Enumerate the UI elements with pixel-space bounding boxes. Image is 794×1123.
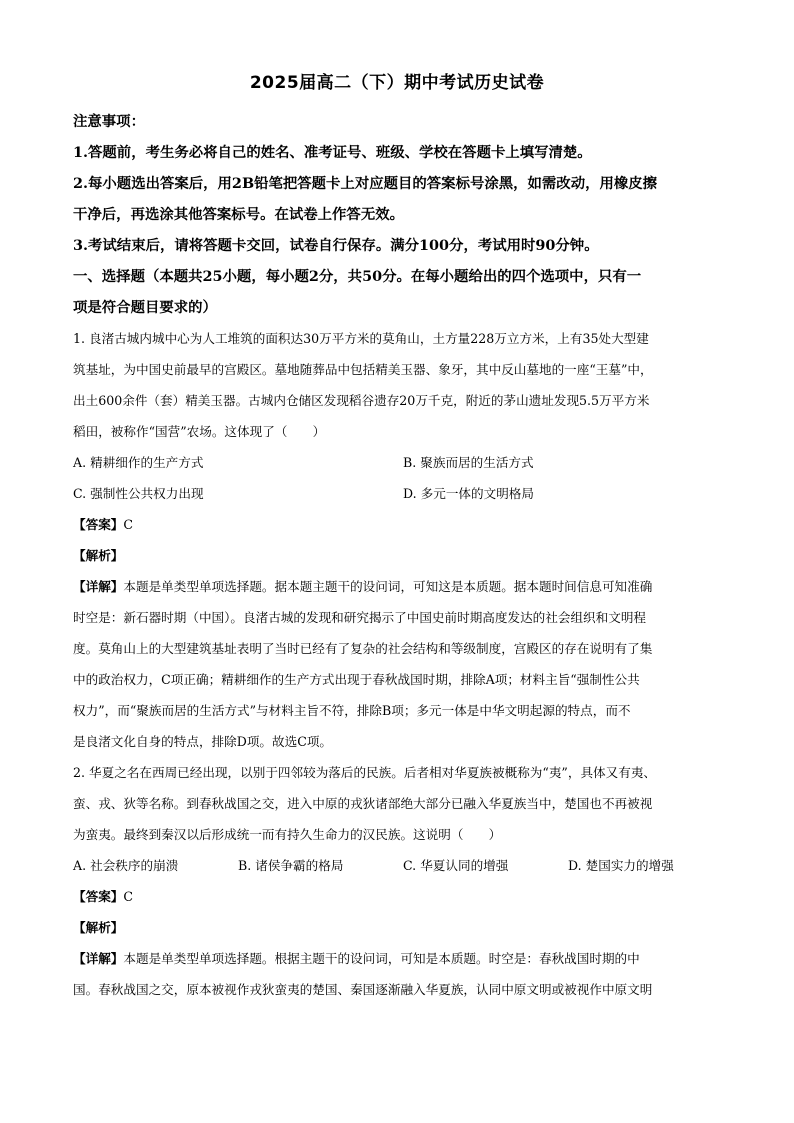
analysis-tag: 【解析】 bbox=[73, 548, 124, 563]
option-d: D. 多元一体的文明格局 bbox=[403, 486, 534, 501]
option-d: D. 楚国实力的增强 bbox=[568, 858, 674, 873]
detail-line: 是良渚文化自身的特点，排除D项。故选C项。 bbox=[73, 734, 333, 749]
notice-heading: 注意事项： bbox=[73, 113, 145, 130]
section-heading: 一、选择题（本题共25小题，每小题2分，共50分。在每小题给出的四个选项中，只有一 bbox=[73, 268, 642, 285]
option-c: C. 强制性公共权力出现 bbox=[73, 486, 204, 501]
notice-line: 1.答题前，考生务必将自己的姓名、准考证号、班级、学校在答题卡上填写清楚。 bbox=[73, 144, 592, 161]
question-2 bbox=[73, 757, 733, 1005]
detail-line: 时空是：新石器时期（中国）。良渚古城的发现和研究揭示了中国史前时期高度发达的社会组织和文明程 bbox=[73, 610, 647, 625]
notice-line: 2.每小题选出答案后，用2B铅笔把答题卡上对应题目的答案标号涂黑，如需改动，用橡皮擦 bbox=[73, 175, 658, 192]
question-text: 2. 华夏之名在西周已经出现，以别于四邻较为落后的民族。后者相对华夏族被概称为“夷”，具体又有夷、 bbox=[73, 765, 657, 780]
question-1 bbox=[73, 323, 733, 757]
answer-value: C bbox=[123, 889, 134, 904]
detail-tag: 【详解】 bbox=[73, 951, 124, 966]
page-title: 2025届高二（下）期中考试历史试卷 bbox=[249, 73, 545, 93]
answer-value: C bbox=[123, 517, 134, 532]
question-text: 稻田，被称作“国营”农场。这体现了（ ） bbox=[73, 424, 326, 439]
detail-line: 度。莫角山上的大型建筑基址表明了当时已经有了复杂的社会结构和等级制度，宫殿区的存在说明有了集 bbox=[73, 641, 653, 656]
answer-tag: 【答案】 bbox=[73, 889, 124, 904]
option-c: C. 华夏认同的增强 bbox=[403, 858, 509, 873]
exam-content bbox=[73, 106, 733, 1005]
question-text: 蛮、戎、狄等名称。到春秋战国之交，进入中原的戎狄诸部绝大部分已融入华夏族当中，楚国也不再被视 bbox=[73, 796, 653, 811]
detail-line: 权力”，而“聚族而居的生活方式”与材料主旨不符，排除B项；多元一体是中华文明起源的特点，而不 bbox=[73, 703, 631, 718]
option-b: B. 诸侯争霸的格局 bbox=[238, 858, 344, 873]
option-a: A. 精耕细作的生产方式 bbox=[73, 455, 204, 470]
notice-line: 3.考试结束后，请将答题卡交回，试卷自行保存。满分100分，考试用时90分钟。 bbox=[73, 237, 599, 254]
detail-line: 国。春秋战国之交，原本被视作戎狄蛮夷的楚国、秦国逐渐融入华夏族，认同中原文明或被视作中原文明 bbox=[73, 982, 653, 997]
detail-line bbox=[73, 943, 733, 974]
answer-line bbox=[73, 509, 733, 540]
question-text: 筑基址，为中国史前最早的宫殿区。墓地随葬品中包括精美玉器、象牙，其中反山墓地的一座“王墓”中， bbox=[73, 362, 653, 377]
notice-line: 干净后，再选涂其他答案标号。在试卷上作答无效。 bbox=[73, 206, 404, 223]
analysis-tag: 【解析】 bbox=[73, 920, 124, 935]
option-list bbox=[73, 447, 733, 509]
detail-text: 本题是单类型单项选择题。根据主题干的设问词，可知是本质题。时空是：春秋战国时期的中 bbox=[123, 951, 640, 966]
answer-line bbox=[73, 881, 733, 912]
question-text: 为蛮夷。最终到秦汉以后形成统一而有持久生命力的汉民族。这说明（ ） bbox=[73, 827, 502, 842]
detail-tag: 【详解】 bbox=[73, 579, 124, 594]
option-list bbox=[73, 850, 733, 881]
option-a: A. 社会秩序的崩溃 bbox=[73, 858, 179, 873]
answer-tag: 【答案】 bbox=[73, 517, 124, 532]
detail-text: 本题是单类型单项选择题。据本题主题干的设问词，可知这是本质题。据本题时间信息可知准确 bbox=[123, 579, 653, 594]
option-b: B. 聚族而居的生活方式 bbox=[403, 455, 534, 470]
detail-line bbox=[73, 571, 733, 602]
question-text: 出土600余件（套）精美玉器。古城内仓储区发现稻谷遗存20万千克，附近的茅山遗址发现5.5万平方米 bbox=[73, 393, 650, 408]
detail-line: 中的政治权力，C项正确；精耕细作的生产方式出现于春秋战国时期，排除A项；材料主旨“强制性公共 bbox=[73, 672, 640, 687]
section-heading: 项是符合题目要求的） bbox=[73, 299, 217, 316]
question-text: 1. 良渚古城内城中心为人工堆筑的面积达30万平方米的莫角山，土方量228万立方米，上有35处大型建 bbox=[73, 331, 649, 346]
